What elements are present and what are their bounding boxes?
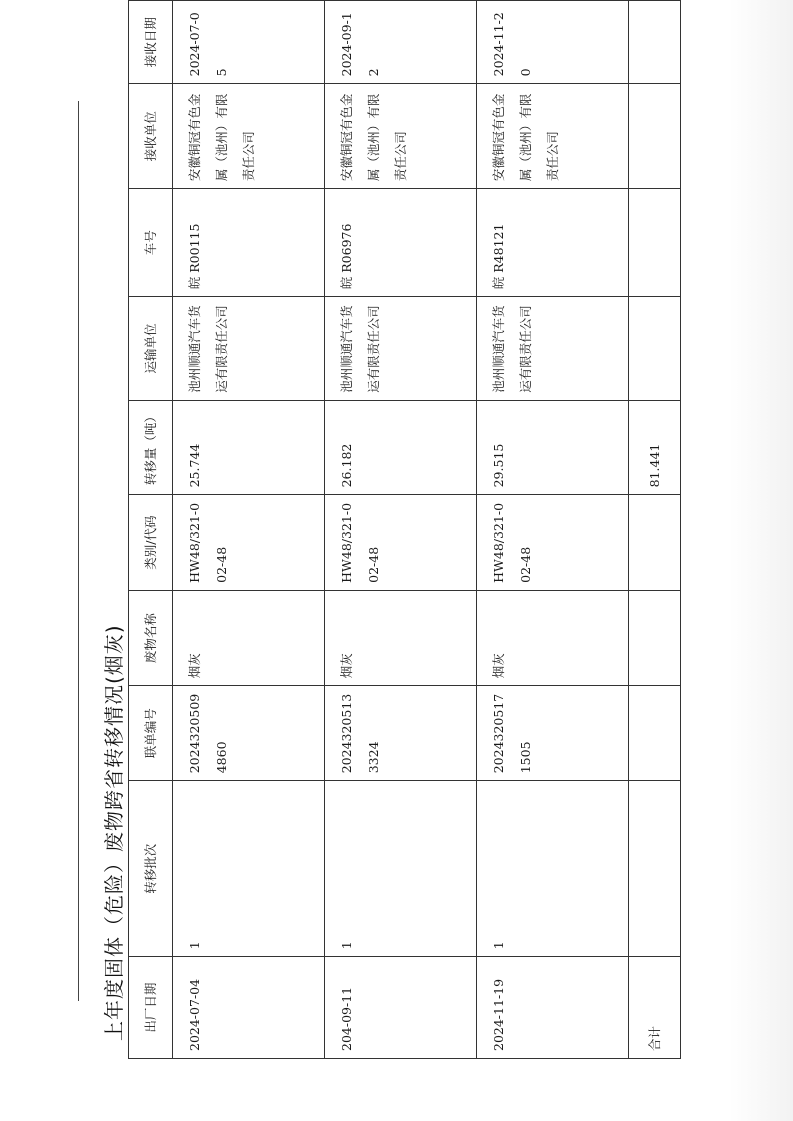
manifest-cell: 20243205094860 — [173, 686, 325, 781]
header-cell: 转移批次 — [129, 781, 173, 957]
waste-code-cell: HW48/321-002-48 — [325, 495, 477, 590]
empty-cell — [629, 189, 681, 297]
header-cell: 运输单位 — [129, 297, 173, 401]
empty-cell — [629, 84, 681, 189]
header-cell: 类别/代码 — [129, 495, 173, 590]
header-cell: 车号 — [129, 189, 173, 297]
ship-date-cell: 2024-11-19 — [477, 957, 629, 1059]
empty-cell — [629, 495, 681, 590]
batch-cell: 1 — [477, 781, 629, 957]
batch-cell: 1 — [173, 781, 325, 957]
waste-name-cell: 烟灰 — [325, 590, 477, 685]
batch-cell: 1 — [325, 781, 477, 957]
waste-code-cell: HW48/321-002-48 — [173, 495, 325, 590]
header-cell: 联单编号 — [129, 686, 173, 781]
header-row — [129, 1, 173, 1059]
empty-cell — [629, 781, 681, 957]
manifest-cell: 20243205133324 — [325, 686, 477, 781]
waste-name-cell: 烟灰 — [173, 590, 325, 685]
waste-name-cell: 烟灰 — [477, 590, 629, 685]
header-rule — [78, 101, 79, 1001]
received-date-cell: 2024-07-05 — [173, 1, 325, 84]
empty-cell — [629, 1, 681, 84]
waste-transfer-table — [128, 0, 681, 1059]
amount-cell: 29.515 — [477, 400, 629, 495]
receiver-cell: 安徽铜冠有色金属（池州）有限责任公司 — [325, 84, 477, 189]
total-amount-cell: 81.441 — [629, 400, 681, 495]
total-row — [629, 1, 681, 1059]
carrier-cell: 池州顺通汽车货运有限责任公司 — [173, 297, 325, 401]
amount-cell: 26.182 — [325, 400, 477, 495]
carrier-cell: 池州顺通汽车货运有限责任公司 — [325, 297, 477, 401]
table-row — [477, 1, 629, 1059]
plate-cell: 皖 R48121 — [477, 189, 629, 297]
header-cell: 废物名称 — [129, 590, 173, 685]
received-date-cell: 2024-11-20 — [477, 1, 629, 84]
received-date-cell: 2024-09-12 — [325, 1, 477, 84]
manifest-cell: 20243205171505 — [477, 686, 629, 781]
ship-date-cell: 2024-07-04 — [173, 957, 325, 1059]
amount-cell: 25.744 — [173, 400, 325, 495]
empty-cell — [629, 590, 681, 685]
plate-cell: 皖 R06976 — [325, 189, 477, 297]
plate-cell: 皖 R00115 — [173, 189, 325, 297]
receiver-cell: 安徽铜冠有色金属（池州）有限责任公司 — [477, 84, 629, 189]
table-title: 上年度固体（危险）废物跨省转移情况(烟灰) — [102, 624, 126, 1041]
header-cell: 接收日期 — [129, 1, 173, 84]
header-cell: 出厂日期 — [129, 957, 173, 1059]
empty-cell — [629, 297, 681, 401]
table-row — [325, 1, 477, 1059]
ship-date-cell: 204-09-11 — [325, 957, 477, 1059]
carrier-cell: 池州顺通汽车货运有限责任公司 — [477, 297, 629, 401]
table-row — [173, 1, 325, 1059]
header-cell: 转移量（吨） — [129, 400, 173, 495]
total-label-cell: 合计 — [629, 957, 681, 1059]
waste-code-cell: HW48/321-002-48 — [477, 495, 629, 590]
receiver-cell: 安徽铜冠有色金属（池州）有限责任公司 — [173, 84, 325, 189]
header-cell: 接收单位 — [129, 84, 173, 189]
empty-cell — [629, 686, 681, 781]
